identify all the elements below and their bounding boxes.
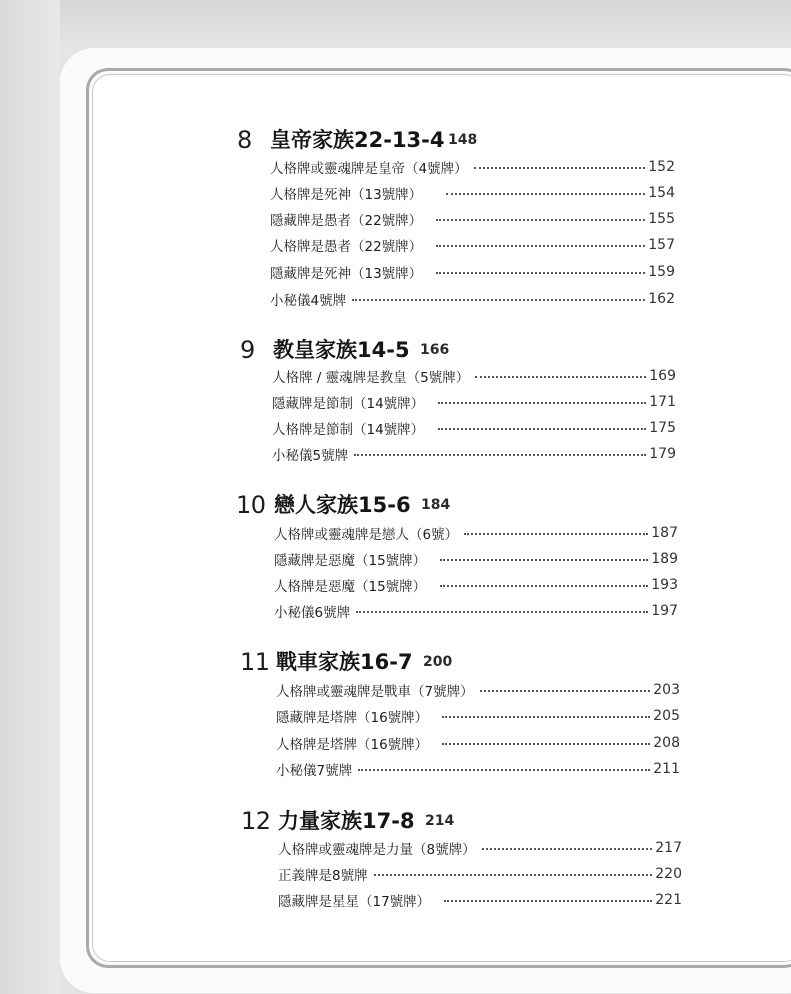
toc-entry-label: 人格牌是惡魔（15號牌） [274,579,427,595]
toc-entry-page: 220 [655,866,682,882]
leader-dots [444,900,652,902]
toc-entry-label: 人格牌或靈魂牌是戰車（7號牌） [276,684,474,700]
toc-entry-label: 人格牌是節制（14號牌） [272,422,425,438]
leader-dots [436,272,645,274]
scan-background-top [0,0,791,55]
toc-entry-page: 154 [648,185,675,201]
toc-entry[interactable] [272,417,676,439]
leader-dots [436,219,645,221]
leader-dots [436,245,645,247]
leader-dots [358,769,650,771]
toc-entry[interactable] [272,391,676,413]
leader-dots [446,193,645,195]
toc-entry-label: 人格牌或靈魂牌是力量（8號牌） [278,842,476,858]
toc-entry[interactable] [274,600,678,622]
leader-dots [438,402,646,404]
toc-entry[interactable] [270,234,675,256]
toc-entry[interactable] [278,863,682,885]
scan-background-left [0,0,60,994]
toc-entry[interactable] [274,548,678,570]
toc-entry[interactable] [276,758,680,780]
toc-entry-page: 197 [651,603,678,619]
toc-entry-label: 小秘儀5號牌 [272,448,349,464]
toc-entry-page: 187 [651,525,678,541]
toc-entry-page: 152 [648,159,675,175]
toc-entry-label: 隱藏牌是塔牌（16號牌） [276,710,429,726]
toc-entry[interactable] [272,365,676,387]
toc-entry-page: 217 [655,840,682,856]
leader-dots [374,874,653,876]
chapter-page: 184 [421,497,451,513]
chapter-title: 戀人家族15-6 [274,493,411,517]
toc-entry-label: 人格牌是死神（13號牌） [270,187,423,203]
toc-entry-label: 小秘儀4號牌 [270,293,347,309]
toc-entry[interactable] [276,732,680,754]
toc-entry[interactable] [276,679,680,701]
toc-entry-label: 人格牌是塔牌（16號牌） [276,737,429,753]
toc-entry[interactable] [278,889,682,911]
chapter-number: 8 [237,126,252,154]
toc-entry[interactable] [278,837,682,859]
leader-dots [438,428,646,430]
leader-dots [440,585,648,587]
toc-entry-label: 人格牌或靈魂牌是皇帝（4號牌） [270,161,468,177]
leader-dots [352,299,645,301]
leader-dots [464,533,648,535]
toc-entry-label: 隱藏牌是愚者（22號牌） [270,213,423,229]
toc-entry-label: 人格牌 / 靈魂牌是教皇（5號牌） [272,370,470,386]
toc-entry-page: 179 [649,446,676,462]
chapter-page: 148 [448,132,478,148]
toc-entry[interactable] [274,574,678,596]
toc-entry-page: 221 [655,892,682,908]
toc-entry-label: 人格牌是愚者（22號牌） [270,239,423,255]
toc-entry[interactable] [270,208,675,230]
leader-dots [474,167,646,169]
leader-dots [356,611,648,613]
toc-entry-page: 155 [648,211,675,227]
toc-entry[interactable] [272,443,676,465]
toc-entry-page: 205 [653,708,680,724]
leader-dots [442,743,650,745]
leader-dots [475,376,646,378]
toc-entry[interactable] [270,261,675,283]
chapter-title: 戰車家族16-7 [276,650,413,674]
toc-entry-page: 175 [649,420,676,436]
leader-dots [482,848,653,850]
leader-dots [442,716,650,718]
toc-entry-page: 159 [648,264,675,280]
toc-entry-page: 208 [653,735,680,751]
chapter-page: 200 [423,654,453,670]
chapter-title: 教皇家族14-5 [273,338,410,362]
toc-entry-label: 人格牌或靈魂牌是戀人（6號） [274,527,459,543]
toc-entry-label: 隱藏牌是惡魔（15號牌） [274,553,427,569]
chapter-number: 11 [240,648,270,676]
chapter-number: 10 [236,491,266,519]
chapter-page: 214 [425,813,455,829]
toc-entry[interactable] [270,182,675,204]
leader-dots [440,559,648,561]
toc-entry-page: 203 [653,682,680,698]
chapter-title: 力量家族17-8 [278,809,415,833]
toc-entry-page: 211 [653,761,680,777]
toc-entry-label: 小秘儀6號牌 [274,605,351,621]
toc-entry[interactable] [270,288,675,310]
chapter-number: 9 [240,336,255,364]
leader-dots [480,690,651,692]
toc-entry-label: 隱藏牌是死神（13號牌） [270,266,423,282]
toc-entry-label: 隱藏牌是星星（17號牌） [278,894,431,910]
chapter-title: 皇帝家族22-13-4 [270,128,445,152]
toc-entry-page: 193 [651,577,678,593]
toc-entry[interactable] [270,156,675,178]
chapter-number: 12 [241,807,271,835]
toc-entry-page: 171 [649,394,676,410]
chapter-page: 166 [420,342,450,358]
toc-entry[interactable] [276,705,680,727]
leader-dots [354,454,646,456]
toc-entry-page: 169 [649,368,676,384]
toc-entry-label: 隱藏牌是節制（14號牌） [272,396,425,412]
toc-entry-page: 162 [648,291,675,307]
toc-entry-label: 正義牌是8號牌 [278,868,368,884]
toc-entry-page: 157 [648,237,675,253]
toc-entry[interactable] [274,522,678,544]
toc-entry-label: 小秘儀7號牌 [276,763,353,779]
toc-entry-page: 189 [651,551,678,567]
